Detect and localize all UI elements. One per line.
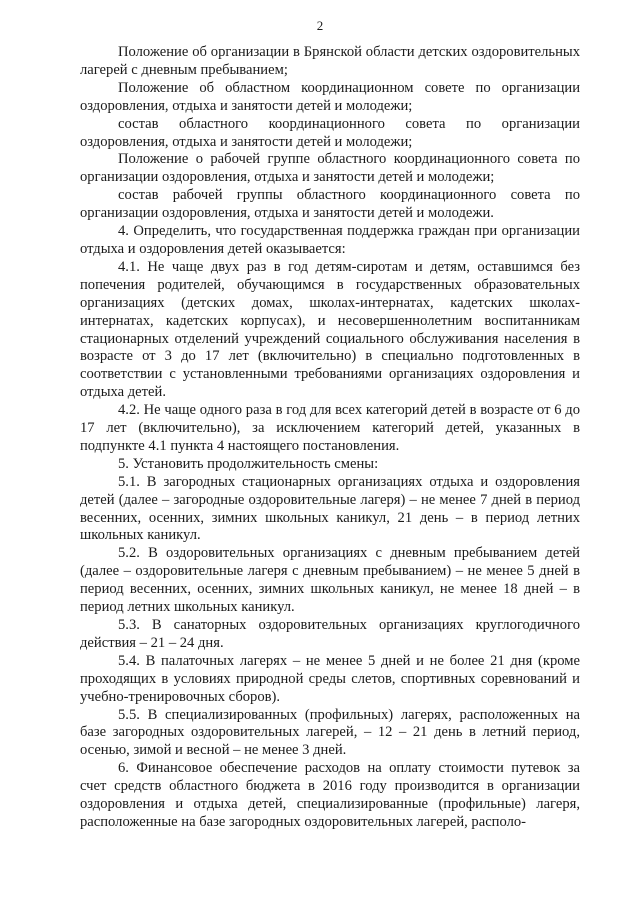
paragraph: 5.3. В санаторных оздоровительных организациях круглогодичного действия – 21 – 24 дня. [80, 617, 580, 651]
document-body [80, 44, 580, 832]
paragraph: 5.1. В загородных стационарных организациях отдыха и оздоровления детей (далее – загородные оздоровительные лагеря) – не менее 7 дней в период весенних, осенних, зимних школьных каникул, 21 день – в период летних школьных каникул. [80, 473, 580, 544]
paragraph: Положение об областном координационном совете по организации оздоровления, отдыха и занятости детей и молодежи; [80, 79, 580, 114]
paragraph: состав областного координационного совета по организации оздоровления, отдыха и занятости детей и молодежи; [80, 115, 580, 150]
paragraph: 5. Установить продолжительность смены: [118, 455, 379, 472]
paragraph: Положение об организации в Брянской области детских оздоровительных лагерей с дневным пребыванием; [80, 44, 580, 78]
paragraph: 5.4. В палаточных лагерях – не менее 5 дней и не более 21 дня (кроме проходящих в условиях природной среды слетов, спортивных соревнований и учебно-тренировочных сборов). [80, 652, 580, 705]
paragraph: состав рабочей группы областного координационного совета по организации оздоровления, отдыха и занятости детей и молодежи. [80, 187, 580, 222]
paragraph: 5.2. В оздоровительных организациях с дневным пребыванием детей (далее – оздоровительные лагеря с дневным пребыванием) – не менее 5 дней в период весенних, осенних, зимних школьных каникул, не менее 18 дней – в период летних школьных каникул. [80, 545, 580, 616]
paragraph: 4.2. Не чаще одного раза в год для всех категорий детей в возрасте от 6 до 17 лет (включительно), за исключением категорий детей, указанных в подпункте 4.1 пункта 4 настоящего постановления. [80, 402, 580, 454]
paragraph: 4. Определить, что государственная поддержка граждан при организации отдыха и оздоровления детей оказывается: [80, 223, 580, 257]
paragraph: 4.1. Не чаще двух раз в год детям-сиротам и детям, оставшимся без попечения родителей, обучающимся в государственных образовательных организациях (детских домах, школах-интернатах, кадетских школах-интернатах, кадетских корпусах), и несовершеннолетним воспитанникам стационарных отделений учреждений социального обслуживания населения в возрасте от 3 до 17 лет (включительно) в специально подготовленных в соответствии с установленными требованиями организациях оздоровления и отдыха детей. [80, 258, 580, 401]
page-number: 2 [316, 18, 324, 33]
paragraph: 5.5. В специализированных (профильных) лагерях, расположенных на базе загородных оздоровительных лагерей, – 12 – 21 день в летний период, осенью, зимой и весной – не менее 3 дней. [80, 706, 580, 759]
paragraph: 6. Финансовое обеспечение расходов на оплату стоимости путевок за счет средств областного бюджета в 2016 году производится в организации оздоровления и отдыха детей, специализированные (профильные) лагеря, расположенные на базе загородных оздоровительных лагерей, располо- [80, 760, 580, 830]
paragraph: Положение о рабочей группе областного координационного совета по организации оздоровления, отдыха и занятости детей и молодежи; [80, 151, 580, 186]
